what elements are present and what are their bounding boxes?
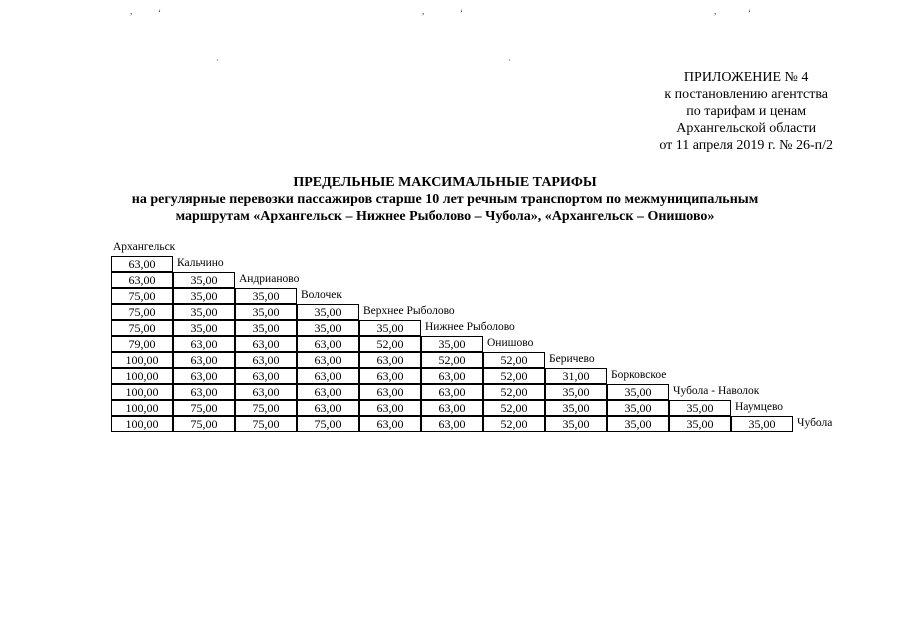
fare-cell: 35,00	[359, 320, 421, 336]
document-subtitle: на регулярные перевозки пассажиров старше 10 лет речным транспортом по межмуниципальным	[131, 192, 759, 207]
fare-cell: 35,00	[669, 400, 731, 416]
fare-cell: 75,00	[111, 288, 173, 304]
fare-cell: 63,00	[235, 368, 297, 384]
fare-cell: 100,00	[111, 352, 173, 368]
fare-cell: 63,00	[235, 352, 297, 368]
fare-cell: 75,00	[111, 320, 173, 336]
fare-cell: 35,00	[235, 288, 297, 304]
fare-cell: 63,00	[173, 384, 235, 400]
fare-cell: 63,00	[173, 336, 235, 352]
scan-mark: ‘	[460, 8, 463, 18]
fare-cell: 63,00	[235, 336, 297, 352]
scan-mark: ‘	[748, 8, 751, 18]
fare-cell: 75,00	[173, 400, 235, 416]
stop-label: Чубола	[797, 417, 833, 429]
stop-label: Онишово	[487, 337, 534, 349]
stop-label: Волочек	[301, 289, 342, 301]
fare-cell: 63,00	[235, 384, 297, 400]
fare-cell: 35,00	[173, 304, 235, 320]
fare-cell: 35,00	[607, 400, 669, 416]
fare-cell: 75,00	[235, 416, 297, 432]
fare-cell: 35,00	[173, 320, 235, 336]
fare-cell: 35,00	[297, 304, 359, 320]
fare-cell: 63,00	[359, 384, 421, 400]
appendix-line: Архангельской области	[676, 121, 817, 136]
fare-cell: 63,00	[297, 352, 359, 368]
fare-cell: 63,00	[359, 352, 421, 368]
stop-label: Борковское	[611, 369, 667, 381]
fare-cell: 100,00	[111, 400, 173, 416]
stop-label: Чубола - Наволок	[673, 385, 760, 397]
fare-cell: 63,00	[173, 368, 235, 384]
scan-mark: ,	[130, 6, 133, 16]
fare-cell: 52,00	[483, 368, 545, 384]
fare-cell: 63,00	[359, 400, 421, 416]
fare-cell: 52,00	[483, 352, 545, 368]
document-title: ПРЕДЕЛЬНЫЕ МАКСИМАЛЬНЫЕ ТАРИФЫ	[293, 175, 597, 190]
fare-cell: 79,00	[111, 336, 173, 352]
fare-cell: 35,00	[545, 384, 607, 400]
fare-cell: 35,00	[235, 304, 297, 320]
fare-cell: 35,00	[607, 416, 669, 432]
fare-cell: 63,00	[297, 336, 359, 352]
fare-cell: 63,00	[359, 368, 421, 384]
fare-cell: 63,00	[297, 384, 359, 400]
scan-mark: `	[216, 58, 219, 68]
fare-cell: 63,00	[421, 384, 483, 400]
fare-cell: 35,00	[173, 288, 235, 304]
appendix-date: от 11 апреля 2019 г. № 26-п/2	[659, 138, 833, 153]
fare-cell: 35,00	[173, 272, 235, 288]
scan-mark: ‘	[158, 8, 161, 18]
fare-cell: 100,00	[111, 416, 173, 432]
fare-cell: 63,00	[297, 368, 359, 384]
fare-cell: 63,00	[421, 368, 483, 384]
fare-cell: 52,00	[483, 400, 545, 416]
fare-cell: 35,00	[731, 416, 793, 432]
fare-cell: 63,00	[173, 352, 235, 368]
fare-cell: 52,00	[421, 352, 483, 368]
fare-cell: 75,00	[235, 400, 297, 416]
fare-cell: 31,00	[545, 368, 607, 384]
fare-cell: 63,00	[111, 256, 173, 272]
fare-cell: 35,00	[421, 336, 483, 352]
fare-cell: 100,00	[111, 368, 173, 384]
fare-cell: 75,00	[297, 416, 359, 432]
fare-cell: 63,00	[359, 416, 421, 432]
fare-cell: 75,00	[111, 304, 173, 320]
fare-cell: 52,00	[483, 416, 545, 432]
fare-cell: 100,00	[111, 384, 173, 400]
stop-label: Архангельск	[113, 241, 176, 253]
fare-cell: 63,00	[421, 400, 483, 416]
stop-label: Кальчино	[177, 257, 224, 269]
appendix-line: по тарифам и ценам	[686, 104, 807, 119]
fare-cell: 35,00	[545, 416, 607, 432]
fare-cell: 35,00	[235, 320, 297, 336]
stop-label: Верхнее Рыболово	[363, 305, 455, 317]
appendix-number: ПРИЛОЖЕНИЕ № 4	[683, 70, 809, 85]
fare-cell: 63,00	[297, 400, 359, 416]
appendix-line: к постановлению агентства	[664, 87, 829, 102]
stop-label: Андрианово	[239, 273, 300, 285]
document-title-block	[0, 174, 890, 225]
document-subtitle: маршрутам «Архангельск – Нижнее Рыболово – Чубола», «Архангельск – Онишово»	[175, 209, 715, 224]
fare-cell: 35,00	[545, 400, 607, 416]
fare-cell: 75,00	[173, 416, 235, 432]
fare-cell: 52,00	[359, 336, 421, 352]
scan-mark: ,	[714, 6, 717, 16]
appendix-header	[659, 69, 833, 154]
stop-label: Нижнее Рыболово	[425, 321, 515, 333]
scan-mark: `	[508, 58, 511, 68]
fare-cell: 35,00	[607, 384, 669, 400]
fare-cell: 63,00	[421, 416, 483, 432]
stop-label: Беричево	[549, 353, 595, 365]
scan-mark: ,	[422, 6, 425, 16]
stop-label: Наумцево	[735, 401, 784, 413]
fare-cell: 52,00	[483, 384, 545, 400]
fare-cell: 63,00	[111, 272, 173, 288]
fare-cell: 35,00	[297, 320, 359, 336]
fare-cell: 35,00	[669, 416, 731, 432]
